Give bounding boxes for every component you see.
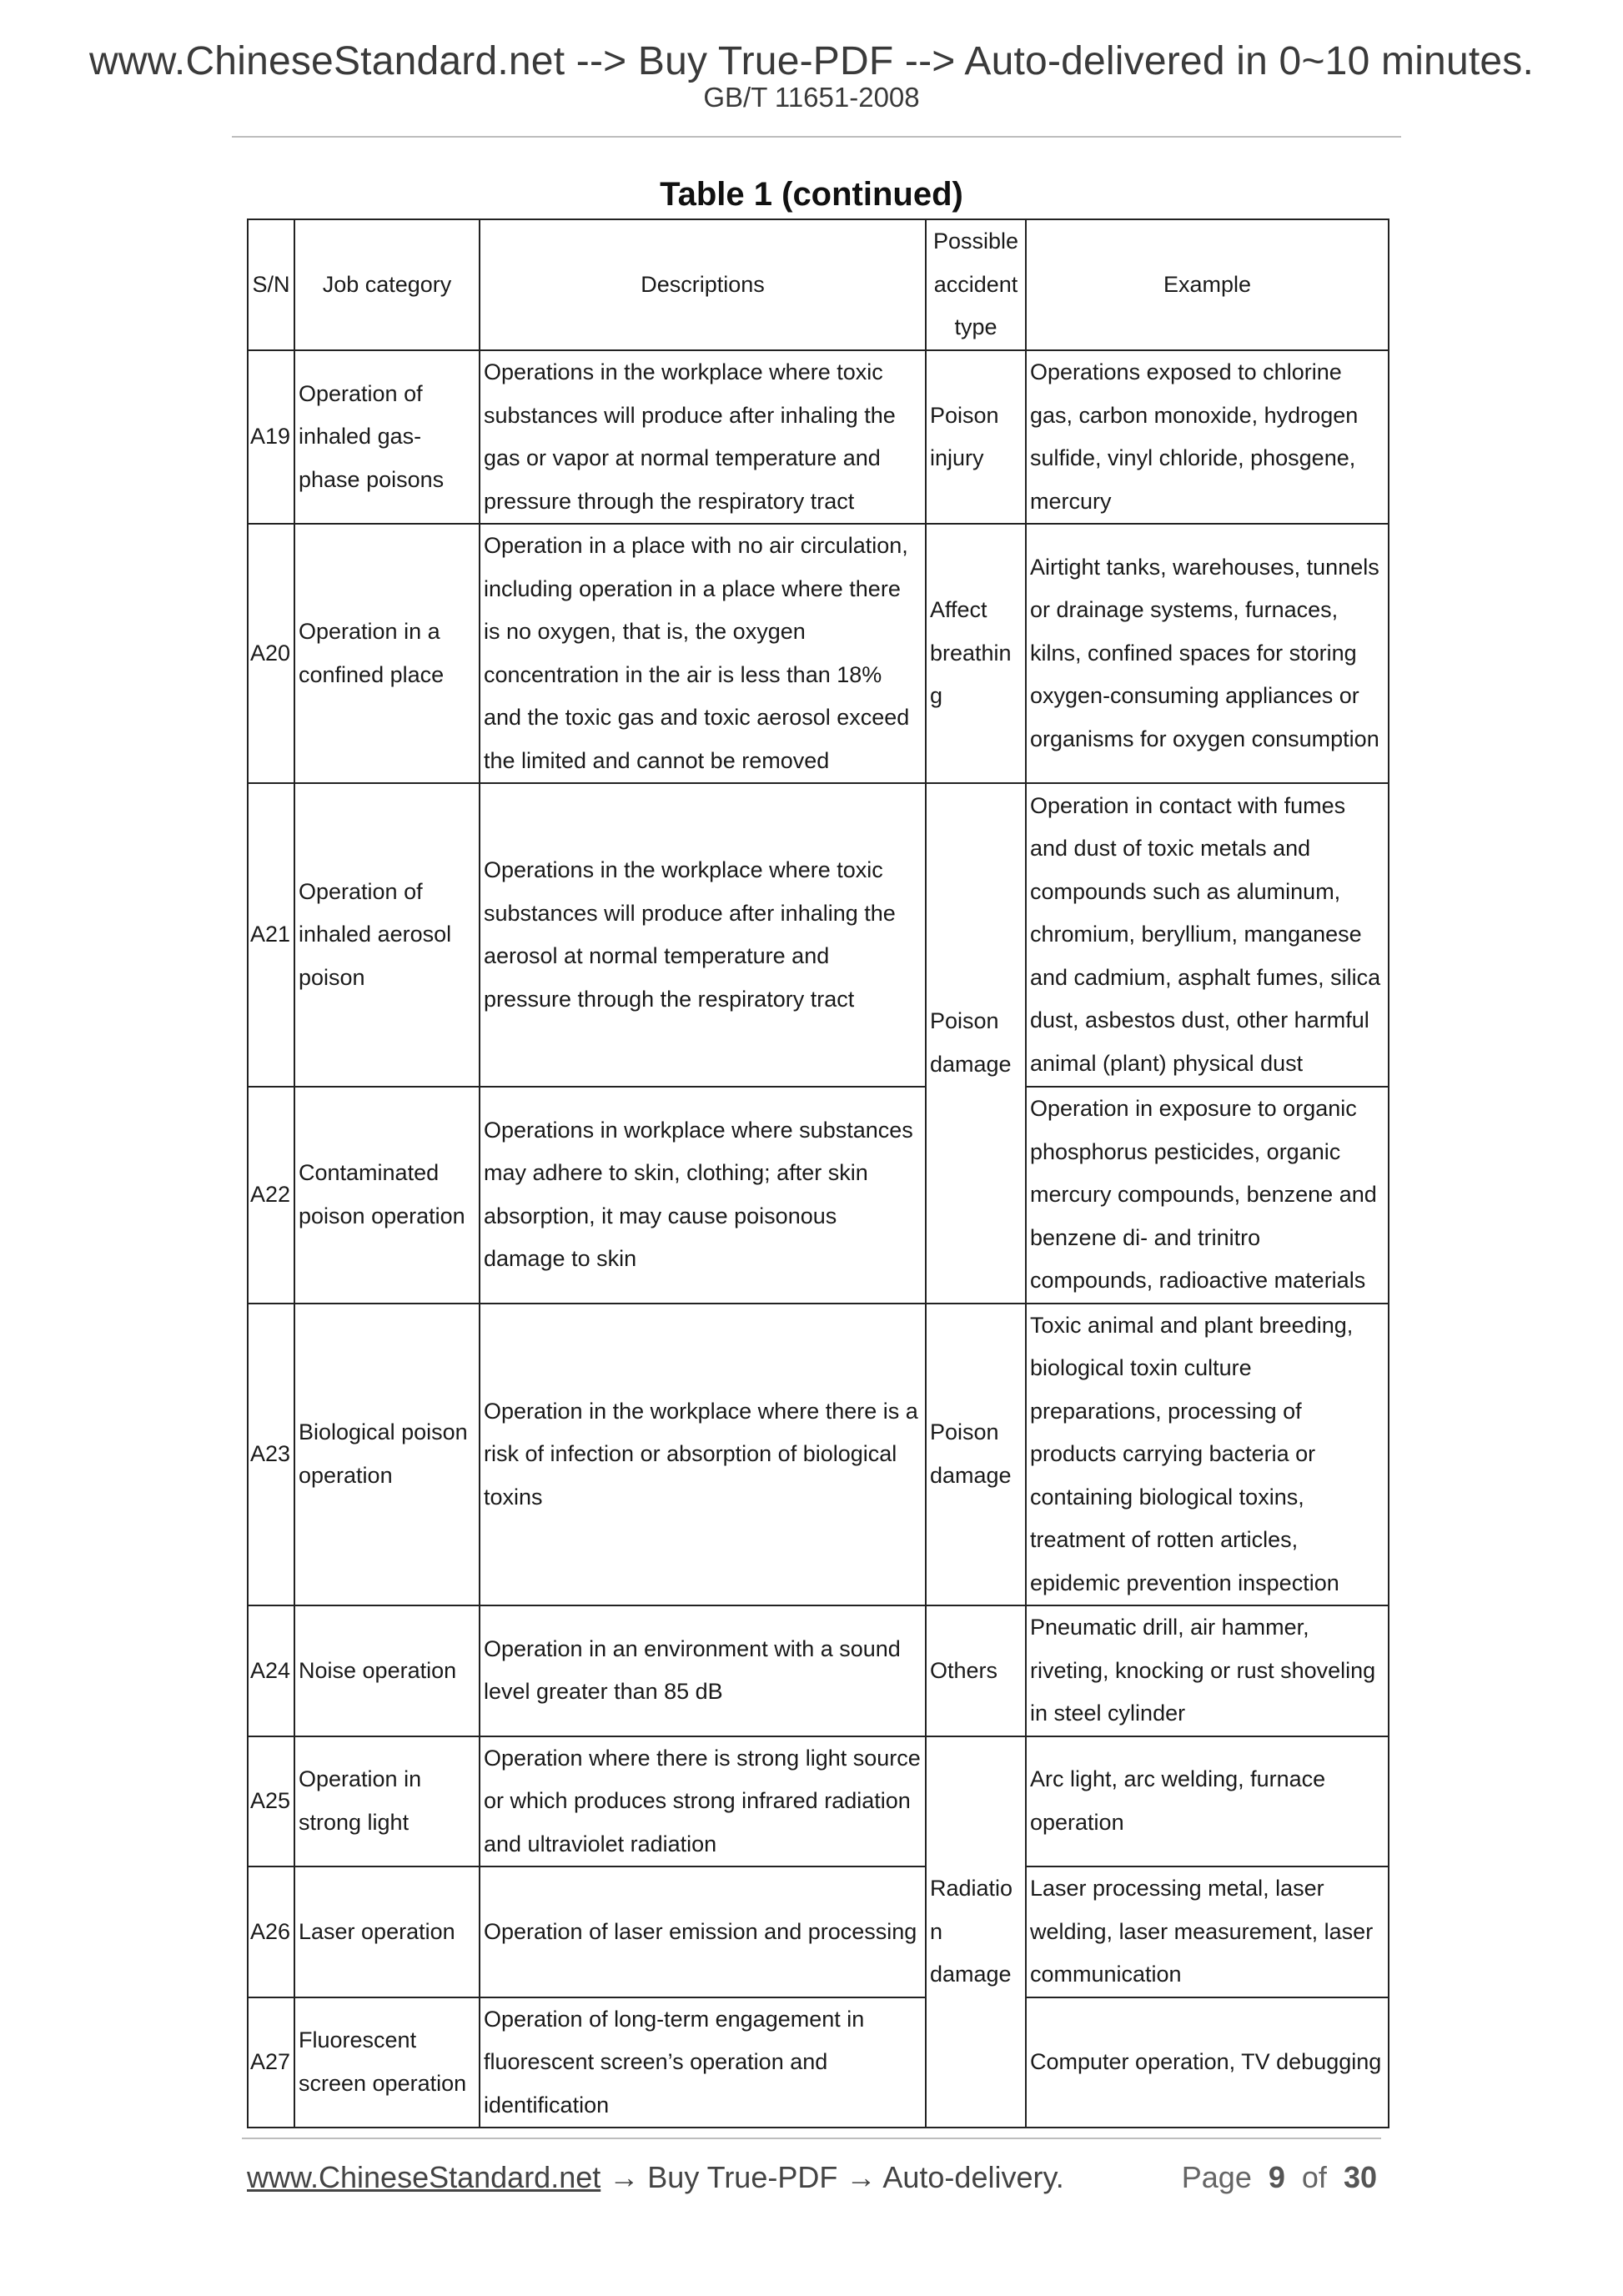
row-accident-type: Poison damage: [926, 783, 1026, 1304]
row-sn: A24: [248, 1605, 294, 1736]
table-row: [248, 1866, 1389, 1997]
row-job-category: Operation in a confined place: [294, 524, 480, 783]
row-example: Toxic animal and plant breeding, biological toxin culture preparations, processing of products carrying bacteria or containing biological toxins, treatment of rotten articles, epidemic prevention inspection: [1026, 1304, 1389, 1606]
table-row: [248, 1736, 1389, 1867]
row-example: Operations exposed to chlorine gas, carbon monoxide, hydrogen sulfide, vinyl chloride, phosgene, mercury: [1026, 350, 1389, 524]
row-example: Arc light, arc welding, furnace operation: [1026, 1736, 1389, 1867]
col-header-example: Example: [1026, 219, 1389, 350]
row-accident-type: Poison damage: [926, 1304, 1026, 1606]
table-header-row: [248, 219, 1389, 350]
arrow-right-icon: →: [609, 2160, 640, 2194]
row-sn: A23: [248, 1304, 294, 1606]
table-title: Table 1 (continued): [660, 176, 963, 213]
row-description: Operations in the workplace where toxic substances will produce after inhaling the gas or vapor at normal temperature and pressure through the respiratory tract: [480, 350, 926, 524]
footer-site-link[interactable]: www.ChineseStandard.net: [247, 2160, 601, 2194]
job-category-table: [247, 219, 1389, 2128]
row-description: Operations in the workplace where toxic substances will produce after inhaling the aerosol at normal temperature and pressure through the respiratory tract: [480, 783, 926, 1087]
row-job-category: Laser operation: [294, 1866, 480, 1997]
row-example: Pneumatic drill, air hammer, riveting, knocking or rust shoveling in steel cylinder: [1026, 1605, 1389, 1736]
row-description: Operations in workplace where substances may adhere to skin, clothing; after skin absorption, it may cause poisonous damage to skin: [480, 1087, 926, 1304]
row-job-category: Noise operation: [294, 1605, 480, 1736]
row-description: Operation where there is strong light source or which produces strong infrared radiation and ultraviolet radiation: [480, 1736, 926, 1867]
footer-delivery-text: Auto-delivery.: [882, 2160, 1064, 2194]
table-row: [248, 1605, 1389, 1736]
table-row: [248, 350, 1389, 524]
row-job-category: Fluorescent screen operation: [294, 1997, 480, 2128]
table-row: [248, 1304, 1389, 1606]
col-header-sn: S/N: [248, 219, 294, 350]
table-row: [248, 1997, 1389, 2128]
row-sn: A22: [248, 1087, 294, 1304]
col-header-accident-type: Possible accident type: [926, 219, 1026, 350]
row-sn: A20: [248, 524, 294, 783]
row-description: Operation in an environment with a sound level greater than 85 dB: [480, 1605, 926, 1736]
header-divider: [232, 136, 1401, 138]
row-sn: A21: [248, 783, 294, 1087]
row-example: Operation in contact with fumes and dust of toxic metals and compounds such as aluminum, chromium, beryllium, manganese and cadmium, asphalt fumes, silica dust, asbestos dust, other harmful animal (plant) physical dust: [1026, 783, 1389, 1087]
row-accident-type: Affect breathing: [926, 524, 1026, 783]
footer-promo: [247, 2160, 1064, 2194]
row-accident-type: Radiation damage: [926, 1736, 1026, 2128]
row-description: Operation in the workplace where there is a risk of infection or absorption of biological toxins: [480, 1304, 926, 1606]
page-indicator: [1181, 2160, 1377, 2194]
row-example: Computer operation, TV debugging: [1026, 1997, 1389, 2128]
row-sn: A26: [248, 1866, 294, 1997]
row-sn: A25: [248, 1736, 294, 1867]
row-sn: A27: [248, 1997, 294, 2128]
page-total: 30: [1343, 2160, 1377, 2194]
row-job-category: Operation in strong light: [294, 1736, 480, 1867]
table-row: [248, 524, 1389, 783]
arrow-right-icon: →: [846, 2160, 877, 2194]
footer-divider: [242, 2138, 1381, 2139]
page-label: Page: [1181, 2160, 1252, 2194]
site-banner: www.ChineseStandard.net --> Buy True-PDF --> Auto-delivered in 0~10 minutes.: [88, 39, 1535, 83]
row-description: Operation in a place with no air circulation, including operation in a place where there is no oxygen, that is, the oxygen concentration in the air is less than 18% and the toxic gas and toxic aerosol exceed the limited and cannot be removed: [480, 524, 926, 783]
row-example: Laser processing metal, laser welding, laser measurement, laser communication: [1026, 1866, 1389, 1997]
document-code: GB/T 11651-2008: [703, 82, 920, 113]
footer-buy-text: Buy True-PDF: [647, 2160, 838, 2194]
page-of-label: of: [1301, 2160, 1327, 2194]
row-example: Operation in exposure to organic phosphorus pesticides, organic mercury compounds, benzene and benzene di- and trinitro compounds, radioactive materials: [1026, 1087, 1389, 1304]
col-header-job-category: Job category: [294, 219, 480, 350]
row-accident-type: Others: [926, 1605, 1026, 1736]
row-job-category: Contaminated poison operation: [294, 1087, 480, 1304]
table-row: [248, 783, 1389, 1087]
row-example: Airtight tanks, warehouses, tunnels or drainage systems, furnaces, kilns, confined spaces for storing oxygen-consuming appliances or organisms for oxygen consumption: [1026, 524, 1389, 783]
page-number: 9: [1268, 2160, 1285, 2194]
row-sn: A19: [248, 350, 294, 524]
row-job-category: Operation of inhaled gas-phase poisons: [294, 350, 480, 524]
row-job-category: Biological poison operation: [294, 1304, 480, 1606]
row-accident-type: Poison injury: [926, 350, 1026, 524]
row-description: Operation of long-term engagement in fluorescent screen’s operation and identification: [480, 1997, 926, 2128]
row-description: Operation of laser emission and processing: [480, 1866, 926, 1997]
col-header-descriptions: Descriptions: [480, 219, 926, 350]
table-row: [248, 1087, 1389, 1304]
row-job-category: Operation of inhaled aerosol poison: [294, 783, 480, 1087]
